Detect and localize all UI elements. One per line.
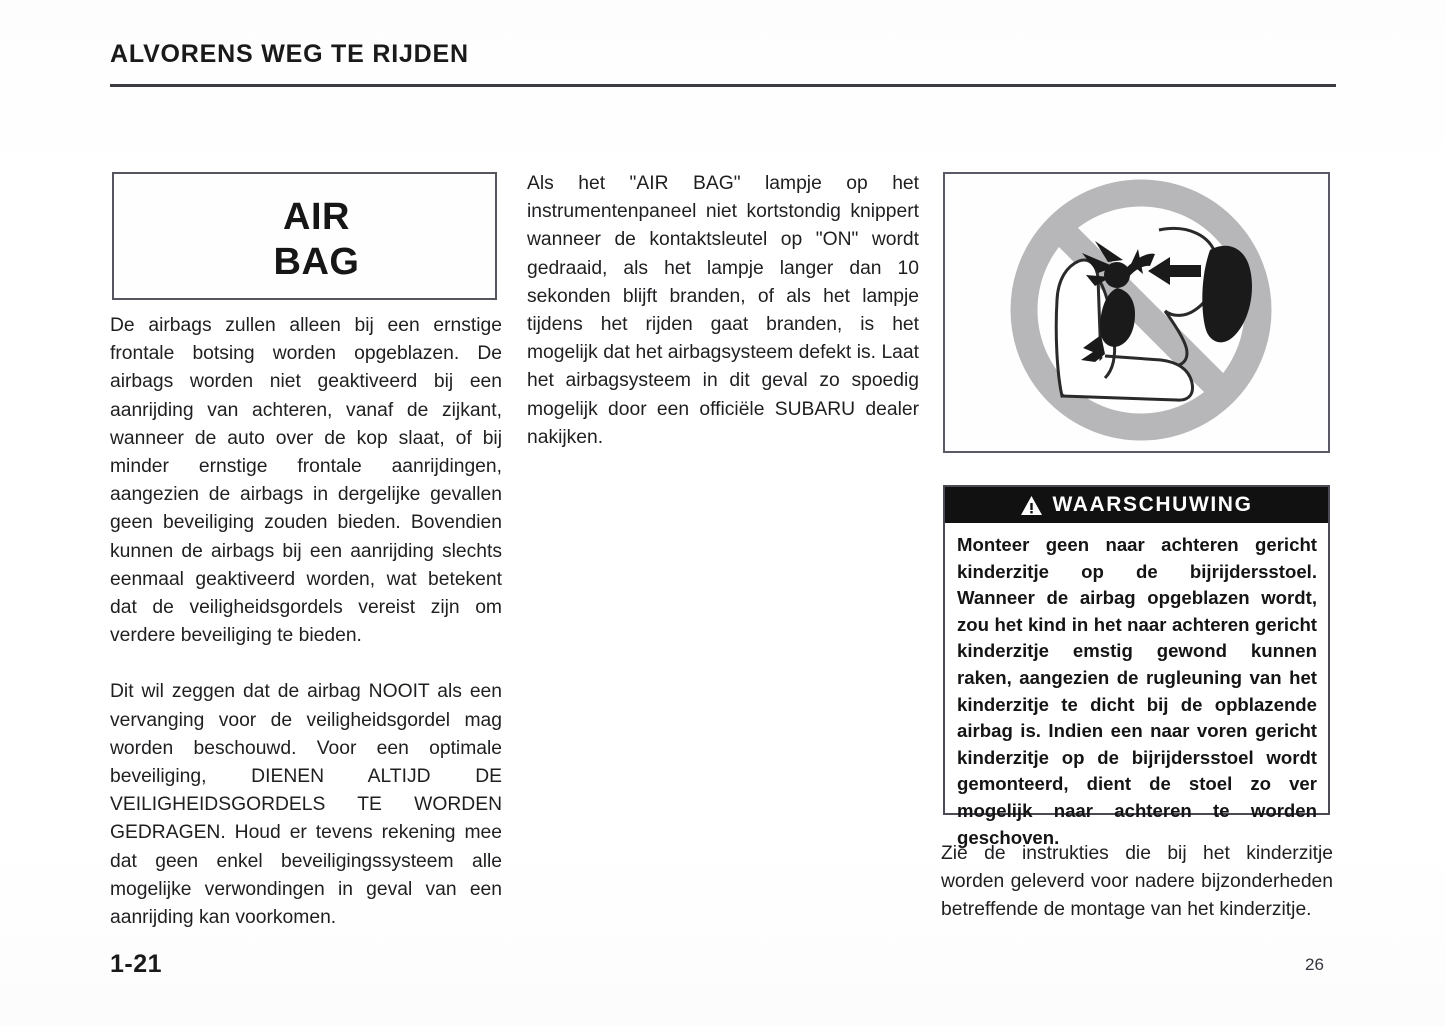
header-divider xyxy=(110,84,1336,87)
right-column-after-warning xyxy=(941,840,1333,925)
right-column-paragraph: Zie de instrukties die bij het kinderzitje worden geleverd voor nadere bijzonderheden betreffende de montage van het kinderzitje. xyxy=(941,843,1333,921)
middle-column xyxy=(527,170,919,452)
warning-body-text: Monteer geen naar achteren gericht kinderzitje op de bijrijdersstoel. Wanneer de airbag opgeblazen wordt, zou het kind in het naar achteren gericht kinderzitje emstig gewond kunnen raken, aangezien de rugleuning van het kinderzitje te dicht bij de opblazende airbag is. Indien een naar voren gericht kinderzitje op de bijrijdersstoel wordt gemonteerd, dient de stoel zo ver mogelijk naar achteren te worden geschoven. xyxy=(957,534,1317,848)
left-column-paragraph-1: De airbags zullen alleen bij een ernstige frontale botsing worden opgeblazen. De airbags worden niet geaktiveerd bij een aanrijding van achteren, vanaf de zijkant, wanneer de auto over de kop slaat, of bij minder ernstige frontale aanrijdingen, aangezien de airbags in dergelijke gevallen geen beveiliging zouden bieden. Bovendien kunnen de airbags bij een aanrijding slechts eenmaal geaktiveerd worden, wat betekent dat de veiligheidsgordels vereist zijn om verdere beveiliging te bieden. xyxy=(110,315,502,647)
middle-column-paragraph-1: Als het "AIR BAG" lampje op het instrumentenpaneel niet kortstondig knippert wanneer de kontaktsleutel op "ON" wordt gedraaid, als het lampje langer dan 10 sekonden blijft branden, of als het lampje tijdens het rijden gaat branden, is het mogelijk dat het airbagsysteem defekt is. Laat het airbagsysteem in dit geval zo spoedig mogelijk door een officiële SUBARU dealer nakijken. xyxy=(527,173,919,448)
airbag-label-line-2: BAG xyxy=(273,241,360,283)
airbag-label-box xyxy=(112,172,497,300)
left-column-paragraph-2: Dit wil zeggen dat de airbag NOOIT als een vervanging voor de veiligheidsgordel mag worden beschouwd. Voor een optimale beveiliging, DIENEN ALTIJD DE VEILIGHEIDSGORDELS TE WORDEN GEDRAGEN. Houd er tevens rekening mee dat geen enkel beveiligingssysteem alle mogelijke verwondingen in geval van een aanrijding kan voorkomen. xyxy=(110,681,502,929)
illustration-box xyxy=(943,172,1330,453)
warning-header xyxy=(945,487,1328,523)
warning-box xyxy=(943,485,1330,848)
section-page-number: 1-21 xyxy=(110,950,163,978)
page-title: ALVORENS WEG TE RIJDEN xyxy=(110,40,469,68)
book-page-number: 26 xyxy=(1305,955,1324,974)
warning-heading-label: WAARSCHUWING xyxy=(1052,493,1253,516)
airbag-label-line-1: AIR xyxy=(283,196,350,238)
no-rear-facing-child-seat-icon xyxy=(945,174,1328,451)
warning-triangle-icon xyxy=(1020,495,1043,516)
left-column xyxy=(110,312,502,932)
